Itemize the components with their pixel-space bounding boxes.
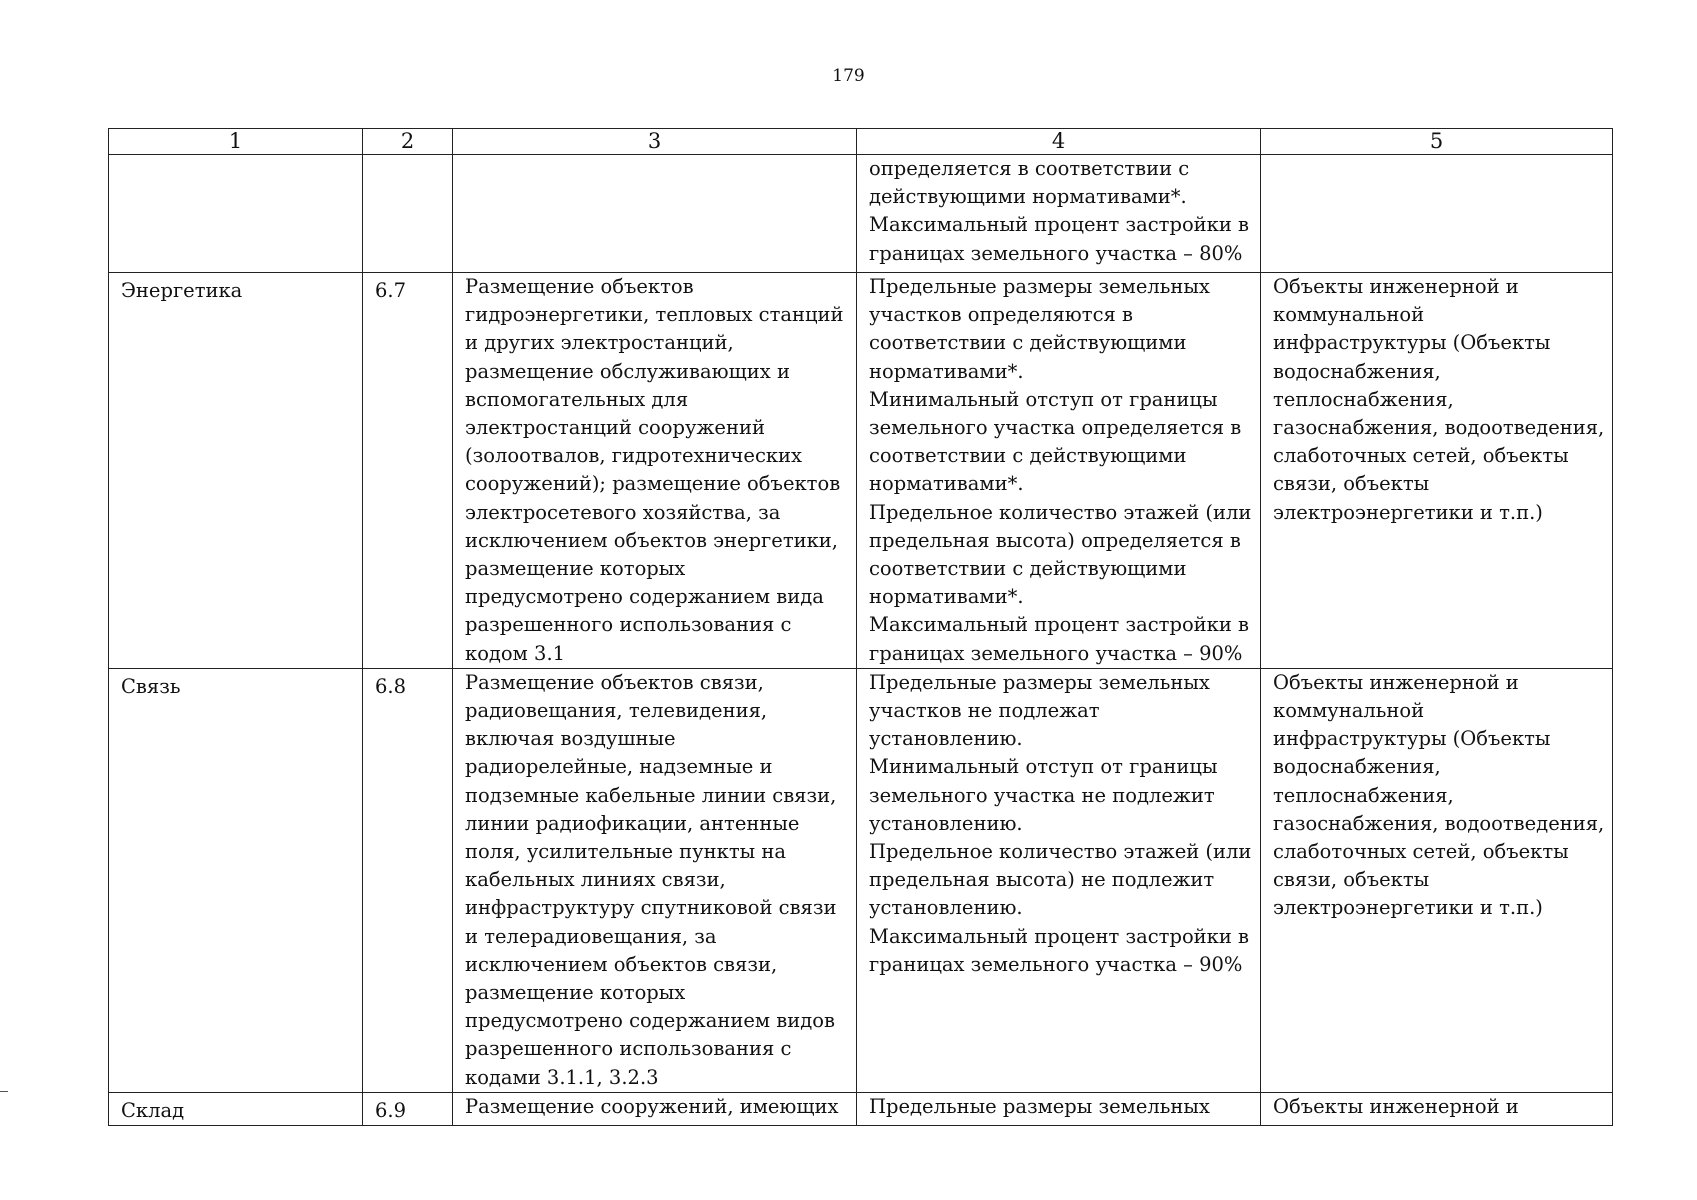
row-parameters: Предельные размеры земельных участков определяются в соответствии с действующими нормативами*. Минимальный отступ от границы земельного участка определяется в соответствии с действующими нормативами*. Предельное количество этажей (или предельная высота) определяется в соответствии с действующими нормативами*. Максимальный процент застройки в границах земельного участка – 90% xyxy=(857,273,1261,669)
table-row xyxy=(109,155,1613,273)
row-code: 6.8 xyxy=(363,668,453,1092)
row-objects: Объекты инженерной и xyxy=(1261,1092,1613,1125)
row-parameters: Предельные размеры земельных xyxy=(857,1092,1261,1125)
scan-edge-mark xyxy=(0,1091,8,1092)
table-row xyxy=(109,273,1613,669)
row-code: 6.7 xyxy=(363,273,453,669)
row-description: Размещение объектов связи, радиовещания, телевидения, включая воздушные радиорелейные, надземные и подземные кабельные линии связи, линии радиофикации, антенные поля, усилительные пункты на кабельных линиях связи, инфраструктуру спутниковой связи и телерадиовещания, за исключением объектов связи, размещение которых предусмотрено содержанием видов разрешенного использования с кодами 3.1.1, 3.2.3 xyxy=(453,668,857,1092)
table-header-row xyxy=(109,129,1613,155)
header-col-2: 2 xyxy=(363,129,453,155)
row-description: Размещение объектов гидроэнергетики, тепловых станций и других электростанций, размещение обслуживающих и вспомогательных для электростанций сооружений (золоотвалов, гидротехнических сооружений); размещение объектов электросетевого хозяйства, за исключением объектов энергетики, размещение которых предусмотрено содержанием вида разрешенного использования с кодом 3.1 xyxy=(453,273,857,669)
row-parameters: Предельные размеры земельных участков не подлежат установлению. Минимальный отступ от границы земельного участка не подлежит установлению. Предельное количество этажей (или предельная высота) не подлежит установлению. Максимальный процент застройки в границах земельного участка – 90% xyxy=(857,668,1261,1092)
zoning-table xyxy=(108,128,1613,1126)
row-name xyxy=(109,155,363,273)
row-objects xyxy=(1261,155,1613,273)
table-row xyxy=(109,1092,1613,1125)
header-col-3: 3 xyxy=(453,129,857,155)
row-name: Связь xyxy=(109,668,363,1092)
page-number: 179 xyxy=(832,66,865,86)
table-row xyxy=(109,668,1613,1092)
row-description xyxy=(453,155,857,273)
header-col-5: 5 xyxy=(1261,129,1613,155)
header-col-4: 4 xyxy=(857,129,1261,155)
row-description: Размещение сооружений, имеющих xyxy=(453,1092,857,1125)
row-name: Склад xyxy=(109,1092,363,1125)
row-parameters: определяется в соответствии с действующими нормативами*. Максимальный процент застройки в границах земельного участка – 80% xyxy=(857,155,1261,273)
header-col-1: 1 xyxy=(109,129,363,155)
row-objects: Объекты инженерной и коммунальной инфраструктуры (Объекты водоснабжения, теплоснабжения, газоснабжения, водоотведения, слаботочных сетей, объекты связи, объекты электроэнергетики и т.п.) xyxy=(1261,668,1613,1092)
row-code xyxy=(363,155,453,273)
row-objects: Объекты инженерной и коммунальной инфраструктуры (Объекты водоснабжения, теплоснабжения, газоснабжения, водоотведения, слаботочных сетей, объекты связи, объекты электроэнергетики и т.п.) xyxy=(1261,273,1613,669)
row-name: Энергетика xyxy=(109,273,363,669)
row-code: 6.9 xyxy=(363,1092,453,1125)
